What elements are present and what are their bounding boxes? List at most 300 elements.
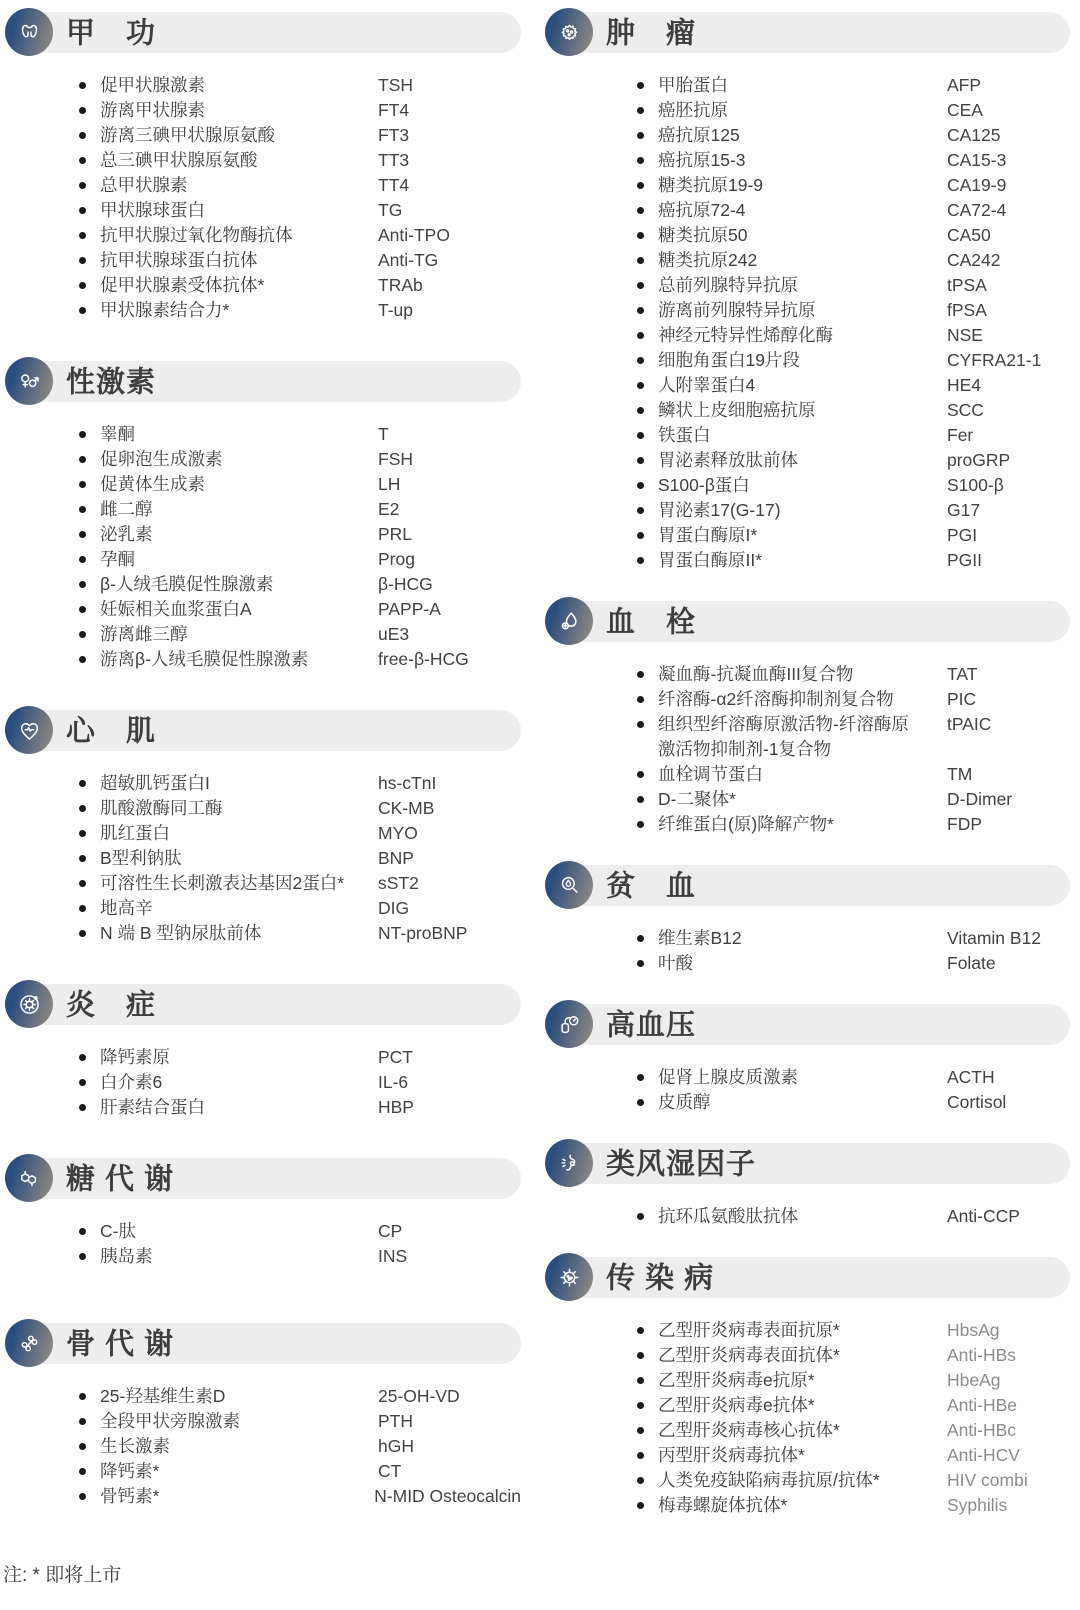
item-abbr: CP: [378, 1221, 403, 1241]
bullet-icon: [637, 157, 644, 164]
list-item: [637, 323, 1070, 348]
section-cardiac: [5, 708, 521, 946]
section-bone-metabolism: [5, 1321, 521, 1509]
section-title: 血 栓: [606, 606, 697, 639]
footnote: 注: * 即将上市: [3, 1565, 122, 1586]
bullet-icon: [637, 382, 644, 389]
item-abbr: NT-proBNP: [378, 923, 468, 943]
item-abbr: CA15-3: [947, 150, 1007, 170]
section-thyroid: [5, 10, 521, 323]
list-item: [637, 1318, 1070, 1343]
item-name-zh: 睾酮: [100, 424, 135, 444]
item-list: [5, 771, 521, 946]
item-name-zh: 地高辛: [100, 898, 153, 918]
item-name-zh: 纤溶酶-α2纤溶酶抑制剂复合物: [658, 689, 894, 709]
section-hypertension: [545, 1002, 1070, 1115]
item-abbr: PCT: [378, 1047, 413, 1067]
item-name-zh: 游离雌三醇: [100, 624, 188, 644]
item-name-zh: 孕酮: [100, 549, 135, 569]
bullet-icon: [79, 481, 86, 488]
bullet-icon: [637, 532, 644, 539]
bullet-icon: [637, 232, 644, 239]
list-item: [637, 1343, 1070, 1368]
item-abbr: sST2: [378, 873, 419, 893]
list-item: [79, 472, 521, 497]
item-name-zh: 肌红蛋白: [100, 823, 170, 843]
section-header: [545, 1255, 1070, 1299]
item-abbr: CK-MB: [378, 798, 435, 818]
bullet-icon: [637, 696, 644, 703]
item-name-zh: N 端 B 型钠尿肽前体: [100, 923, 262, 943]
list-item: [79, 223, 521, 248]
item-abbr: G17: [947, 500, 981, 520]
bullet-icon: [79, 1079, 86, 1086]
bullet-icon: [637, 332, 644, 339]
item-name-zh: 胃蛋白酶原II*: [658, 550, 763, 570]
item-list: [5, 422, 521, 672]
list-item: [637, 198, 1070, 223]
reproductive-system-icon: [5, 357, 53, 405]
bullet-icon: [79, 232, 86, 239]
item-name-zh: 甲状腺球蛋白: [100, 200, 205, 220]
item-abbr: Anti-HBc: [947, 1420, 1017, 1440]
section-title: 贫 血: [606, 870, 697, 903]
section-header: [545, 599, 1070, 643]
section-sex-hormone: [5, 359, 521, 672]
item-list: [545, 1318, 1070, 1518]
item-name-zh: 癌抗原72-4: [658, 200, 746, 220]
bullet-icon: [637, 1352, 644, 1359]
item-list: [545, 73, 1070, 573]
item-name-zh: 癌抗原15-3: [658, 150, 746, 170]
item-abbr: TAT: [947, 664, 978, 684]
item-name-zh: 总甲状腺素: [100, 175, 188, 195]
item-list: [5, 73, 521, 323]
bullet-icon: [637, 935, 644, 942]
bullet-icon: [79, 107, 86, 114]
item-list: [545, 926, 1070, 976]
item-name-zh: 超敏肌钙蛋白I: [100, 773, 210, 793]
section-header: [545, 10, 1070, 54]
list-item: [637, 248, 1070, 273]
section-header: [5, 708, 521, 752]
list-item: [79, 1409, 521, 1434]
bullet-icon: [79, 1104, 86, 1111]
item-abbr: Syphilis: [947, 1495, 1008, 1515]
section-title: 甲 功: [66, 17, 157, 50]
list-item: [79, 1219, 521, 1244]
list-item: [79, 1095, 521, 1120]
bullet-icon: [79, 531, 86, 538]
list-item: [637, 787, 1070, 812]
list-item: [79, 422, 521, 447]
item-name-zh: 骨钙素*: [100, 1486, 160, 1506]
list-item: [79, 1484, 521, 1509]
bullet-icon: [79, 880, 86, 887]
bullet-icon: [79, 307, 86, 314]
item-name-zh: 白介素6: [100, 1072, 163, 1092]
item-name-zh: 糖类抗原50: [658, 225, 748, 245]
list-item: [79, 1459, 521, 1484]
item-abbr: CA72-4: [947, 200, 1007, 220]
item-abbr: CA125: [947, 125, 1001, 145]
bullet-icon: [79, 556, 86, 563]
item-name-zh: 游离三碘甲状腺原氨酸: [100, 125, 275, 145]
bullet-icon: [79, 1468, 86, 1475]
item-abbr: LH: [378, 474, 401, 494]
section-anemia: [545, 863, 1070, 976]
item-abbr: N-MID Osteocalcin: [374, 1486, 521, 1506]
item-abbr: Fer: [947, 425, 974, 445]
item-abbr: FT4: [378, 100, 410, 120]
list-item: [637, 926, 1070, 951]
item-abbr: S100-β: [947, 475, 1004, 495]
bullet-icon: [637, 282, 644, 289]
item-name-zh: 乙型肝炎病毒e抗原*: [658, 1370, 815, 1390]
item-abbr: E2: [378, 499, 400, 519]
item-name-zh: 降钙素原: [100, 1047, 170, 1067]
bullet-icon: [637, 1099, 644, 1106]
item-name-zh: 泌乳素: [100, 524, 153, 544]
bullet-icon: [637, 1477, 644, 1484]
virus-icon: [545, 1253, 593, 1301]
list-item: [79, 1384, 521, 1409]
blood-pressure-icon: [545, 1000, 593, 1048]
list-item: [79, 273, 521, 298]
item-abbr: β-HCG: [378, 574, 433, 594]
glucose-molecule-icon: [5, 1154, 53, 1202]
list-item: [79, 447, 521, 472]
item-abbr: FSH: [378, 449, 413, 469]
bone-icon: [5, 1319, 53, 1367]
item-name-zh: 促肾上腺皮质激素: [658, 1067, 798, 1087]
item-abbr: HE4: [947, 375, 982, 395]
item-abbr: Anti-TPO: [378, 225, 450, 245]
list-item: [637, 548, 1070, 573]
bullet-icon: [637, 507, 644, 514]
list-item: [79, 846, 521, 871]
item-name-zh: 细胞角蛋白19片段: [658, 350, 800, 370]
list-item: [637, 223, 1070, 248]
list-item: [79, 98, 521, 123]
bullet-icon: [637, 821, 644, 828]
item-name-zh: 25-羟基维生素D: [100, 1386, 226, 1406]
bullet-icon: [79, 456, 86, 463]
item-abbr: T: [378, 424, 389, 444]
bullet-icon: [79, 1443, 86, 1450]
list-item: [637, 1468, 1070, 1493]
bullet-icon: [637, 307, 644, 314]
list-item: [79, 547, 521, 572]
item-name-zh: 甲胎蛋白: [658, 75, 728, 95]
bullet-icon: [79, 1228, 86, 1235]
item-name-zh: 神经元特异性烯醇化酶: [658, 325, 833, 345]
item-name-zh: 肌酸激酶同工酶: [100, 798, 223, 818]
item-name-zh: 人类免疫缺陷病毒抗原/抗体*: [658, 1470, 880, 1490]
bullet-icon: [79, 581, 86, 588]
item-abbr: AFP: [947, 75, 982, 95]
item-abbr: NSE: [947, 325, 983, 345]
bullet-icon: [79, 930, 86, 937]
section-thrombosis: [545, 599, 1070, 837]
item-name-zh: 抗甲状腺球蛋白抗体: [100, 250, 258, 270]
bullet-icon: [79, 830, 86, 837]
bullet-icon: [637, 357, 644, 364]
item-abbr: CA19-9: [947, 175, 1007, 195]
item-abbr: PTH: [378, 1411, 413, 1431]
item-abbr: MYO: [378, 823, 418, 843]
item-name-zh: 促甲状腺素受体抗体*: [100, 275, 265, 295]
item-abbr: FDP: [947, 814, 982, 834]
list-item: [79, 572, 521, 597]
section-title: 高血压: [606, 1009, 697, 1042]
list-item: [79, 123, 521, 148]
list-item: [637, 1418, 1070, 1443]
item-abbr: CT: [378, 1461, 402, 1481]
item-name-zh: 促甲状腺激素: [100, 75, 205, 95]
section-title: 糖 代 谢: [66, 1163, 175, 1196]
item-abbr: Vitamin B12: [947, 928, 1042, 948]
bullet-icon: [79, 82, 86, 89]
bullet-icon: [79, 1418, 86, 1425]
bullet-icon: [79, 282, 86, 289]
item-abbr: Prog: [378, 549, 415, 569]
bullet-icon: [79, 1054, 86, 1061]
item-name-zh: 糖类抗原242: [658, 250, 758, 270]
list-item: [637, 1204, 1070, 1229]
bullet-icon: [79, 431, 86, 438]
item-abbr: PGII: [947, 550, 983, 570]
list-item: [79, 1434, 521, 1459]
list-item: [637, 423, 1070, 448]
list-item: [79, 622, 521, 647]
bullet-icon: [637, 960, 644, 967]
list-item: [79, 796, 521, 821]
bullet-icon: [79, 1493, 86, 1500]
item-name-zh: 皮质醇: [658, 1092, 711, 1112]
bullet-icon: [79, 631, 86, 638]
list-item: [637, 523, 1070, 548]
item-abbr: D-Dimer: [947, 789, 1013, 809]
section-header: [5, 1156, 521, 1200]
item-name-zh: 总前列腺特异抗原: [658, 275, 798, 295]
bullet-icon: [79, 855, 86, 862]
bullet-icon: [637, 1074, 644, 1081]
inflammation-icon: [5, 980, 53, 1028]
list-item: [637, 1065, 1070, 1090]
item-name-zh: B型利钠肽: [100, 848, 182, 868]
item-name-zh: 癌抗原125: [658, 125, 740, 145]
section-title: 类风湿因子: [606, 1148, 757, 1181]
bullet-icon: [637, 1502, 644, 1509]
item-name-zh: 铁蛋白: [658, 425, 711, 445]
item-abbr: HbeAg: [947, 1370, 1001, 1390]
bullet-icon: [79, 805, 86, 812]
item-name-zh: 胃泌素释放肽前体: [658, 450, 798, 470]
bullet-icon: [637, 82, 644, 89]
section-header: [545, 863, 1070, 907]
section-title: 骨 代 谢: [66, 1328, 175, 1361]
item-list: [5, 1219, 521, 1269]
item-name-zh: 肝素结合蛋白: [100, 1097, 205, 1117]
bullet-icon: [79, 157, 86, 164]
item-name-zh: 可溶性生长刺激表达基因2蛋白*: [100, 873, 345, 893]
list-item: [79, 771, 521, 796]
list-item: [637, 712, 1070, 762]
item-list: [545, 662, 1070, 837]
item-abbr: ACTH: [947, 1067, 995, 1087]
section-rheumatoid-factor: [545, 1141, 1070, 1229]
section-infectious-disease: [545, 1255, 1070, 1518]
bullet-icon: [79, 207, 86, 214]
section-title: 传 染 病: [606, 1262, 715, 1295]
list-item: [79, 198, 521, 223]
item-abbr: HBP: [378, 1097, 414, 1117]
list-item: [637, 173, 1070, 198]
item-abbr: HbsAg: [947, 1320, 1000, 1340]
bullet-icon: [79, 182, 86, 189]
item-abbr: fPSA: [947, 300, 987, 320]
section-title: 肿 瘤: [606, 17, 697, 50]
item-abbr: TG: [378, 200, 403, 220]
section-title: 心 肌: [66, 715, 157, 748]
list-item: [79, 1045, 521, 1070]
list-item: [79, 597, 521, 622]
section-inflammation: [5, 982, 521, 1120]
item-name-zh: 胰岛素: [100, 1246, 153, 1266]
item-abbr: CYFRA21-1: [947, 350, 1042, 370]
item-name-zh: 维生素B12: [658, 928, 742, 948]
bullet-icon: [79, 780, 86, 787]
item-name-zh: β-人绒毛膜促性腺激素: [100, 574, 274, 594]
item-name-zh: 糖类抗原19-9: [658, 175, 764, 195]
item-name-zh: 全段甲状旁腺激素: [100, 1411, 240, 1431]
item-name-zh: 乙型肝炎病毒核心抗体*: [658, 1420, 840, 1440]
bullet-icon: [637, 207, 644, 214]
item-name-zh: 丙型肝炎病毒抗体*: [658, 1445, 805, 1465]
left-column: [5, 10, 521, 1545]
item-abbr: PRL: [378, 524, 413, 544]
bullet-icon: [79, 1253, 86, 1260]
item-abbr: PAPP-A: [378, 599, 441, 619]
item-name-zh: 游离β-人绒毛膜促性腺激素: [100, 649, 309, 669]
item-name-zh: 游离甲状腺素: [100, 100, 205, 120]
bullet-icon: [637, 107, 644, 114]
bullet-icon: [79, 257, 86, 264]
magnifier-droplet-icon: [545, 861, 593, 909]
list-item: [79, 298, 521, 323]
item-abbr: Cortisol: [947, 1092, 1007, 1112]
section-header: [5, 359, 521, 403]
list-item: [637, 73, 1070, 98]
section-header: [5, 1321, 521, 1365]
list-item: [79, 896, 521, 921]
item-name-zh: S100-β蛋白: [658, 475, 750, 495]
item-name-zh: 促卵泡生成激素: [100, 449, 223, 469]
bullet-icon: [637, 771, 644, 778]
list-item: [79, 1070, 521, 1095]
item-name-zh: 总三碘甲状腺原氨酸: [100, 150, 258, 170]
item-list: [545, 1204, 1070, 1229]
bullet-icon: [637, 1402, 644, 1409]
list-item: [79, 821, 521, 846]
item-abbr: PGI: [947, 525, 978, 545]
item-abbr: tPAIC: [947, 714, 992, 734]
list-item: [79, 647, 521, 672]
item-abbr: CA50: [947, 225, 991, 245]
list-item: [637, 348, 1070, 373]
bullet-icon: [79, 1393, 86, 1400]
bullet-icon: [637, 1427, 644, 1434]
bullet-icon: [637, 1327, 644, 1334]
list-item: [637, 273, 1070, 298]
list-item: [637, 373, 1070, 398]
bullet-icon: [79, 506, 86, 513]
section-header: [5, 10, 521, 54]
bullet-icon: [637, 482, 644, 489]
list-item: [79, 173, 521, 198]
heart-icon: [5, 706, 53, 754]
item-abbr: INS: [378, 1246, 408, 1266]
item-name-zh: 叶酸: [658, 953, 693, 973]
item-name-zh: C-肽: [100, 1221, 136, 1241]
item-name-zh: 生长激素: [100, 1436, 170, 1456]
section-header: [545, 1141, 1070, 1185]
list-item: [637, 762, 1070, 787]
bullet-icon: [637, 182, 644, 189]
list-item: [79, 248, 521, 273]
bullet-icon: [637, 432, 644, 439]
list-item: [637, 812, 1070, 837]
item-abbr: DIG: [378, 898, 410, 918]
item-name-zh: 降钙素*: [100, 1461, 160, 1481]
list-item: [79, 921, 521, 946]
item-name-zh: 乙型肝炎病毒e抗体*: [658, 1395, 815, 1415]
list-item: [637, 1393, 1070, 1418]
bullet-icon: [637, 407, 644, 414]
list-item: [637, 148, 1070, 173]
item-name-zh: 抗甲状腺过氧化物酶抗体: [100, 225, 293, 245]
item-abbr: Anti-HBe: [947, 1395, 1018, 1415]
list-item: [79, 522, 521, 547]
list-item: [637, 398, 1070, 423]
item-name-zh: 凝血酶-抗凝血酶III复合物: [658, 664, 854, 684]
item-abbr: HIV combi: [947, 1470, 1028, 1490]
joint-icon: [545, 1139, 593, 1187]
item-name-zh: 雌二醇: [100, 499, 153, 519]
list-item: [637, 98, 1070, 123]
item-abbr: TSH: [378, 75, 413, 95]
bullet-icon: [79, 656, 86, 663]
bullet-icon: [637, 132, 644, 139]
list-item: [637, 687, 1070, 712]
item-abbr: SCC: [947, 400, 984, 420]
item-list: [5, 1045, 521, 1120]
item-abbr: PIC: [947, 689, 977, 709]
list-item: [637, 1493, 1070, 1518]
list-item: [79, 148, 521, 173]
item-abbr: FT3: [378, 125, 410, 145]
section-glucose-metabolism: [5, 1156, 521, 1269]
list-item: [637, 448, 1070, 473]
bullet-icon: [637, 457, 644, 464]
section-title: 性激素: [66, 366, 157, 399]
item-abbr: proGRP: [947, 450, 1011, 470]
item-list: [5, 1384, 521, 1509]
item-abbr: TRAb: [378, 275, 423, 295]
section-header: [545, 1002, 1070, 1046]
item-abbr: Anti-HCV: [947, 1445, 1020, 1465]
